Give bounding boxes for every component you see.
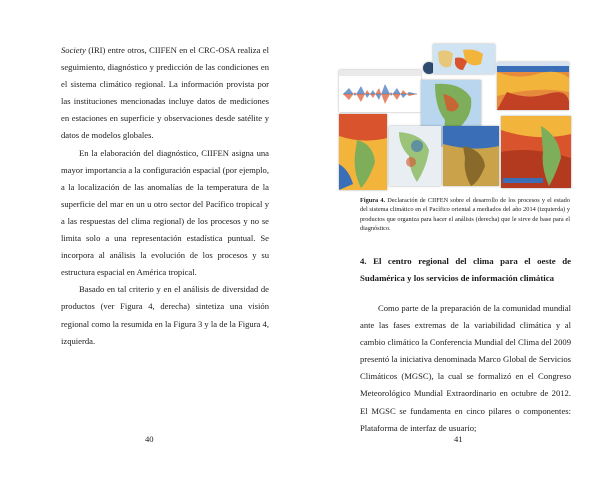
page-number-left: 40 (145, 434, 154, 444)
figure-caption (360, 196, 570, 234)
caption-text: Declaración de CIIFEN sobre el desarrollo de los procesos y el estado del sistema climático en el Pacífico oriental a mediados del año 2014 (izquierda) y productos que organiza para hacer el análisis (derecha) que le sirve de base para el diagnóstico. (360, 197, 570, 233)
time-series-graphic (339, 70, 421, 112)
pacific-sst-map (497, 62, 569, 110)
temperature-map (443, 126, 499, 186)
italic-lead: Society (61, 45, 86, 55)
paragraph (61, 42, 269, 145)
world-anomaly-map (433, 44, 495, 74)
caption-label: Figura 4. (360, 197, 386, 204)
paragraph: En la elaboración del diagnóstico, CIIFEN asigna una mayor importancia a la configuración espacial (por ejemplo, a la localización de las anomalías de la temperatura de la superficie del mar en un u otro sector del Pacífico tropical y a las respuestas del clima regional) de los procesos y no se limita solo a una representación estadística puntual. Se incorpora al análisis la evolución de los procesos y su estructura espacial en América tropical. (61, 147, 269, 278)
right-text-column (360, 300, 571, 437)
time-series-panel (339, 70, 421, 112)
paragraph: Basado en tal criterio y en el análisis de diversidad de productos (ver Figura 4, derecha) sintetiza una visión regional como la resumida en la Figura 3 y la de la Figura 4, izquierda. (61, 284, 269, 346)
section-heading: 4. El centro regional del clima para el oeste de Sudamérica y los servicios de información climática (360, 256, 571, 283)
paragraph-text: (IRI) entre otros, CIIFEN en el CRC-OSA realiza el seguimiento, diagnóstico y predicción de las condiciones en el sistema climático regional. La información provista por las instituciones mencionadas incluye datos de mediciones en estaciones en superficie y observaciones desde satélite y datos de modelos globales. (61, 45, 269, 141)
page-number-right: 41 (454, 434, 463, 444)
precipitation-map (389, 126, 441, 186)
regional-anomaly-map (339, 114, 387, 190)
left-text-column (61, 42, 269, 350)
paragraph: Como parte de la preparación de la comunidad mundial ante las fases extremas de la variabilidad climática y al cambio climático la Conferencia Mundial del Clima del 2009 presentó la iniciativa denominada Marco Global de Servicios Climáticos (MGSC), la cual se formalizó en el Congreso Meteorológico Mundial Extraordinario en octubre de 2012. El MGSC se fundamenta en cinco pilares o componentes: Plataforma de interfaz de usuario; (360, 303, 571, 433)
figure-4-collage (339, 40, 573, 192)
sst-anomaly-map (501, 116, 571, 188)
